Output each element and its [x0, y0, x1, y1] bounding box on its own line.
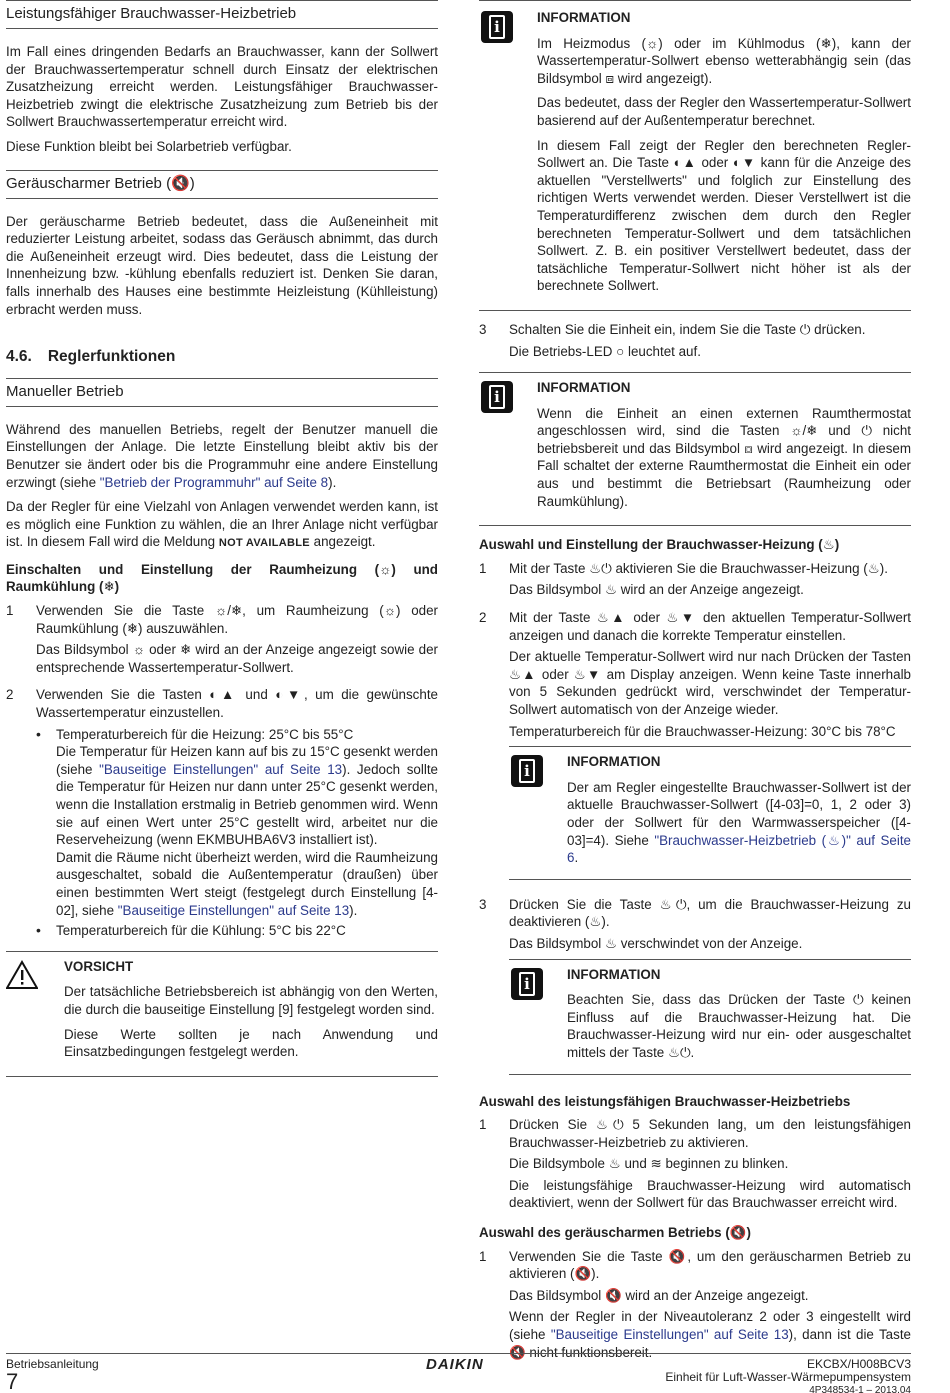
- step-text: Mit der Taste ♨▲ oder ♨▼ den aktuellen Temperatur-Sollwert anzeigen und danach die korrekte Temperatur einstellen.: [509, 610, 911, 643]
- link-field-settings[interactable]: "Bauseitige Einstellungen" auf Seite 13: [99, 761, 343, 777]
- subheading-efficient-hot-water: Auswahl des leistungsfähigen Brauchwasser-Heizbetriebs: [479, 1093, 851, 1109]
- link-field-settings[interactable]: "Bauseitige Einstellungen" auf Seite 13: [117, 902, 350, 918]
- step-number: 2: [479, 610, 487, 626]
- step-number: 2: [6, 687, 14, 703]
- step-number: 1: [479, 1117, 487, 1133]
- caution-heading: VORSICHT: [64, 958, 134, 974]
- step-1: [479, 560, 911, 603]
- footer-meta: [665, 1358, 911, 1393]
- step-1: [479, 1248, 911, 1366]
- page-footer: [6, 1353, 911, 1393]
- step-text: Drücken Sie ♨⏻ 5 Sekunden lang, um den leistungsfähigen Brauchwasser-Heizbetrieb zu aktivieren.: [509, 1117, 911, 1150]
- step-text: Verwenden Sie die Tasten ◐▲ und ◐▼, um die gewünschte Wassertemperatur einzustellen.: [36, 687, 438, 721]
- step-text: Die Betriebs-LED ○ leuchtet auf.: [509, 343, 701, 359]
- paragraph: Während des manuellen Betriebs, regelt der Benutzer manuell die Einstellungen der Anlage. Die letzte Einstellung bleibt aktiv bis der Benutzer sie ändert oder bis die Programmuhr eine andere Einstellung erzwingt (siehe "Betrieb der Programmuhr" auf Seite 8).: [6, 421, 438, 490]
- left-column: [6, 0, 438, 1087]
- info-box: [509, 746, 911, 880]
- step-text: Verwenden Sie die Taste 🔇, um den geräuscharmen Betrieb zu aktivieren (🔇).: [509, 1248, 911, 1282]
- info-icon: i: [481, 11, 513, 43]
- subheading-hot-water: Auswahl und Einstellung der Brauchwasser-Heizung (♨): [479, 537, 840, 553]
- info-icon: i: [511, 755, 543, 787]
- step-text: Temperaturbereich für die Brauchwasser-Heizung: 30°C bis 78°C: [509, 723, 896, 739]
- info-heading: INFORMATION: [567, 754, 661, 770]
- step-number: 1: [479, 1248, 487, 1264]
- info-text: Wenn die Einheit an einen externen Raumthermostat angeschlossen wird, sind die Tasten ☼/❄ und ⏻ nicht betriebsbereit und das Bildsymbol ⧈ wird angezeigt. In diesem Fall schaltet der externe Raumthermostat die Einheit ein oder aus und bestimmt die Betriebsart (Raumheizung oder Raumkühlung).: [537, 405, 911, 509]
- chapter-title: Reglerfunktionen: [47, 348, 176, 366]
- info-box: [479, 372, 911, 526]
- step-1: [6, 602, 438, 680]
- link-hot-water-operation[interactable]: "Brauchwasser-Heizbetrieb (♨)" auf Seite 6: [567, 832, 911, 866]
- step-text: Schalten Sie die Einheit ein, indem Sie die Taste ⏻ drücken.: [509, 321, 866, 337]
- step-number: 1: [479, 560, 487, 576]
- step-text: Die leistungsfähige Brauchwasser-Heizung wird automatisch deaktiviert, wenn der Sollwert für das Brauchwasser erreicht wird.: [509, 1177, 911, 1211]
- paragraph: Der geräuscharme Betrieb bedeutet, dass die Außeneinheit mit reduzierter Leistung arbeitet, sodass das Geräusch abnimmt, das durch die Außeneinheit erzeugt wird. Dies bedeutet, dass die Leistung der Innenheizung bzw. -kühlung ebenfalls reduziert ist. Denken Sie daran, falls innerhalb des Hauses eine bestimmte Heizleistung (Kühlleistung) erbracht werden muss.: [6, 213, 438, 317]
- caution-box: [6, 951, 438, 1077]
- paragraph: Da der Regler für eine Vielzahl von Anlagen verwendet werden kann, ist es möglich eine Funktion zu wählen, die an Ihrer Anlage nicht verfügbar ist. In diesem Fall wird die Meldung NOT AVAILABLE angezeigt.: [6, 499, 438, 550]
- info-heading: INFORMATION: [537, 10, 631, 25]
- caution-text: Diese Werte sollten je nach Anwendung und Einsatzbedingungen festgelegt werden.: [64, 1026, 438, 1060]
- step-text: Wenn der Regler in der Niveautoleranz 2 oder 3 eingestellt wird (siehe "Bauseitige Einstellungen" auf Seite 13), dann ist die Taste 🔇 nicht funktionsbereit.: [509, 1309, 911, 1360]
- paragraph: Diese Funktion bleibt bei Solarbetrieb verfügbar.: [6, 138, 292, 154]
- doc-reference: 4P348534-1 – 2013.04: [809, 1385, 911, 1393]
- model-code: EKCBX/H008BCV3: [806, 1357, 911, 1371]
- info-text: Das bedeutet, dass der Regler den Wassertemperatur-Sollwert basierend auf der Außentemperatur berechnet.: [537, 95, 911, 128]
- subheading-space-heating-cooling: Einschalten und Einstellung der Raumheizung (☼) und Raumkühlung (❄): [6, 561, 438, 595]
- step-text: Das Bildsymbol ♨ verschwindet von der Anzeige.: [509, 935, 803, 951]
- step-text: Mit der Taste ♨⏻ aktivieren Sie die Brauchwasser-Heizung (♨).: [509, 560, 888, 576]
- step-1: [479, 1116, 911, 1216]
- paragraph: Im Fall eines dringenden Bedarfs an Brauchwasser, kann der Sollwert der Brauchwassertemperatur schnell durch Einsatz der elektrischen Zusatzheizung erreicht werden. Leistungsfähiger Brauchwasser-Heizbetrieb zwingt die elektrische Zusatzheizung zum Betrieb bis der Sollwert Brauchwassertemperatur erreicht wird.: [6, 44, 438, 130]
- warning-icon: [6, 960, 38, 990]
- step-3: [479, 321, 911, 364]
- info-text: In diesem Fall zeigt der Regler den berechneten Regler-Sollwert an. Die Taste ◐▲ oder ◐▼ kann für die Anzeige des aktuellen "Verstellwerts" und folglich zur Einstellung des richtigen Werts verwendet werden. Dieser Verstellwert ist die Temperaturdifferenz zwischen dem durch den Regler berechneten Temperatur-Sollwert und dem tatsächlichen Sollwert. Z. B. ein positiver Verstellwert bedeutet, dass der tatsächliche Temperatur-Sollwert nicht höher ist als der berechnete Sollwert.: [537, 137, 911, 294]
- bullet-list: [36, 726, 438, 940]
- caution-text: Der tatsächliche Betriebsbereich ist abhängig von den Werten, die durch die bauseitige Einstellung [9] festgelegt worden sind.: [64, 984, 438, 1017]
- step-2: [6, 686, 438, 942]
- section-title-quiet-mode: Geräuscharmer Betrieb (🔇): [6, 170, 438, 199]
- step-text: Die Bildsymbole ♨ und ≋ beginnen zu blinken.: [509, 1156, 789, 1172]
- not-available-message: NOT AVAILABLE: [218, 537, 310, 550]
- step-2: [479, 609, 911, 890]
- page-number: 7: [6, 1369, 19, 1393]
- step-text: Verwenden Sie die Taste ☼/❄, um Raumheizung (☼) oder Raumkühlung (❄) auszuwählen.: [36, 603, 438, 636]
- subheading-quiet-mode: Auswahl des geräuscharmen Betriebs (🔇): [479, 1225, 751, 1241]
- info-text: Der am Regler eingestellte Brauchwasser-Sollwert ist der aktuelle Brauchwasser-Sollwert ([4-03]=0, 1, 2 oder 3) oder der Sollwert für den Warmwasserspeicher ([4-03]=4). Siehe "Brauchwasser-Heizbetrieb (♨)" auf Seite 6.: [567, 779, 911, 866]
- link-timer-operation[interactable]: "Betrieb der Programmuhr" auf Seite 8: [99, 474, 329, 490]
- step-3: [479, 896, 911, 1085]
- step-number: 3: [479, 896, 487, 912]
- step-text: Das Bildsymbol ☼ oder ❄ wird an der Anzeige angezeigt sowie der entsprechende Wassertemperatur-Sollwert.: [36, 642, 438, 675]
- step-text: Das Bildsymbol ♨ wird an der Anzeige angezeigt.: [509, 582, 804, 598]
- info-box: [509, 959, 911, 1075]
- info-heading: INFORMATION: [567, 966, 661, 982]
- step-number: 3: [479, 321, 487, 337]
- info-text: Beachten Sie, dass das Drücken der Taste ⏻ keinen Einfluss auf die Brauchwasser-Heizung hat. Die Brauchwasser-Heizung wird nur ein- oder ausgeschaltet mittels der Taste ♨⏻.: [567, 992, 911, 1060]
- info-heading: INFORMATION: [537, 380, 631, 396]
- list-item: • Temperaturbereich für die Heizung: 25°C bis 55°C Die Temperatur für Heizen kann auf bis zu 15°C gesenkt werden (siehe "Bauseitige Einstellungen" auf Seite 13). Jedoch sollte die Temperatur für Heizen nur dann unter 25°C gesenkt werden, wenn die Installation erstmalig in Betrieb genommen wird. Wenn sie auf einen Wert unter 25°C gestellt wird, arbeitet nur die Reserveheizung (wenn EKMBUHBA6V3 installiert ist). Damit die Räume nicht überheizt werden, wird die Raumheizung ausgeschaltet, sobald die Außentemperatur (draußen) über einen bestimmten Wert steigt (festgelegt durch Einstellung [4-02], siehe "Bauseitige Einstellungen" auf Seite 13).: [36, 725, 438, 918]
- right-column: [479, 0, 911, 1371]
- section-title-manual-mode: Manueller Betrieb: [6, 378, 438, 407]
- doc-type: Betriebsanleitung: [6, 1357, 99, 1371]
- info-text: Im Heizmodus (☼) oder im Kühlmodus (❄), kann der Wassertemperatur-Sollwert ebenso wetterabhängig sein (das Bildsymbol ⧈ wird angezeigt).: [537, 35, 911, 86]
- info-box: [479, 0, 911, 311]
- step-text: Drücken Sie die Taste ♨⏻, um die Brauchwasser-Heizung zu deaktivieren (♨).: [509, 896, 911, 930]
- step-text: Der aktuelle Temperatur-Sollwert wird nur nach Drücken der Tasten ♨▲ oder ♨▼ am Display anzeigen. Wenn keine Taste innerhalb von 5 Sekunden gedrückt wird, verschwindet der Temperatur-Sollwert automatisch von der Anzeige wieder.: [509, 649, 911, 717]
- chapter-number: 4.6.: [6, 348, 32, 366]
- list-item: • Temperaturbereich für die Kühlung: 5°C bis 22°C: [36, 922, 346, 939]
- step-number: 1: [6, 603, 14, 619]
- link-field-settings[interactable]: "Bauseitige Einstellungen" auf Seite 13: [550, 1327, 789, 1343]
- info-icon: i: [481, 381, 513, 413]
- brand-logo: DAIKIN: [426, 1356, 484, 1373]
- step-text: Das Bildsymbol 🔇 wird an der Anzeige angezeigt.: [509, 1287, 809, 1303]
- section-title-efficient-hot-water: Leistungsfähiger Brauchwasser-Heizbetrieb: [6, 0, 438, 29]
- info-icon: i: [511, 968, 543, 1000]
- product-name: Einheit für Luft-Wasser-Wärmepumpensystem: [665, 1370, 911, 1384]
- chapter-heading: [6, 348, 438, 366]
